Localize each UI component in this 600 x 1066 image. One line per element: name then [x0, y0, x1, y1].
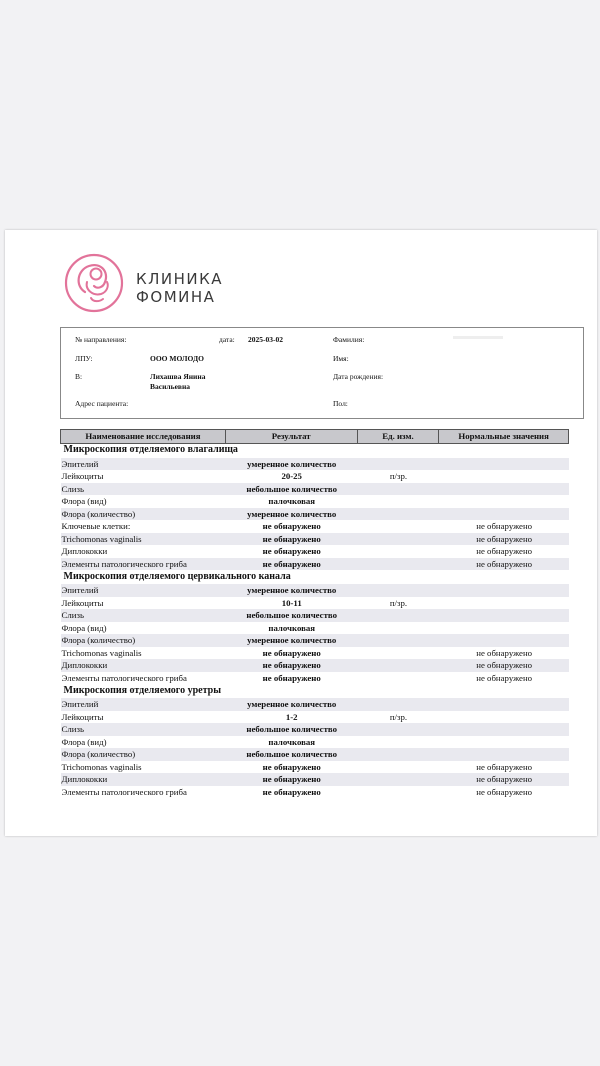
result-value: палочковая	[268, 622, 316, 633]
table-row	[61, 622, 569, 635]
test-name: Эпителий	[61, 458, 226, 471]
lpu-label: ЛПУ:	[75, 354, 93, 363]
test-name: Эпителий	[61, 584, 226, 597]
result-value: не обнаружено	[225, 533, 357, 546]
lpu-value: ООО МОЛОДО	[150, 354, 204, 363]
unit-value: п/зр.	[389, 711, 408, 722]
test-name: Флора (вид)	[61, 736, 107, 747]
result-value: умеренное количество	[225, 508, 357, 521]
result-value: 1-2	[285, 711, 298, 722]
result-value: умеренное количество	[225, 698, 357, 711]
doctor-line1: Лихашва Янина	[150, 372, 206, 381]
result-value: 20-25	[281, 471, 302, 481]
norm-value: не обнаружено	[476, 672, 533, 683]
table-row	[61, 609, 569, 622]
unit-value: п/зр.	[389, 471, 408, 481]
result-value: не обнаружено	[262, 521, 321, 531]
unit-value	[357, 545, 439, 558]
table-row	[61, 584, 569, 597]
norm-value	[439, 458, 569, 471]
table-row	[61, 520, 569, 533]
unit-value	[357, 495, 439, 508]
result-value: небольшое количество	[225, 483, 357, 496]
table-row	[61, 533, 569, 546]
table-row	[61, 786, 569, 799]
norm-value: не обнаружено	[476, 761, 533, 772]
referral-label: № направления:	[75, 335, 127, 344]
test-name: Trichomonas vaginalis	[61, 761, 142, 772]
result-value: небольшое количество	[225, 723, 357, 736]
norm-value: не обнаружено	[476, 786, 533, 797]
norm-value: не обнаружено	[476, 546, 533, 556]
table-row	[61, 634, 569, 647]
result-value: палочковая	[268, 496, 316, 506]
unit-value	[357, 558, 439, 571]
result-value: не обнаружено	[262, 546, 321, 556]
result-value: небольшое количество	[225, 609, 357, 622]
table-row	[61, 698, 569, 711]
unit-value	[357, 483, 439, 496]
norm-value	[439, 508, 569, 521]
date-value: 2025-03-02	[248, 335, 283, 344]
result-value: 10-11	[281, 597, 302, 608]
norm-value: не обнаружено	[439, 558, 569, 571]
address-label: Адрес пациента:	[75, 399, 129, 408]
test-name: Элементы патологического гриба	[61, 786, 187, 797]
test-name: Слизь	[61, 609, 226, 622]
test-name: Лейкоциты	[61, 597, 104, 608]
test-name: Эпителий	[61, 698, 226, 711]
unit-value	[357, 786, 439, 799]
test-name: Trichomonas vaginalis	[61, 533, 226, 546]
test-name: Лейкоциты	[61, 711, 104, 722]
table-row	[61, 736, 569, 749]
norm-value: не обнаружено	[476, 647, 533, 658]
result-value: умеренное количество	[225, 634, 357, 647]
result-value: палочковая	[268, 736, 316, 747]
test-name: Диплококки	[61, 659, 226, 672]
norm-value	[439, 609, 569, 622]
table-row	[61, 508, 569, 521]
test-name: Флора (вид)	[61, 622, 107, 633]
table-row	[61, 748, 569, 761]
table-row	[61, 597, 569, 610]
table-row	[61, 761, 569, 774]
header-test-name: Наименование исследования	[61, 430, 226, 444]
norm-value	[439, 711, 569, 724]
redacted-surname	[453, 336, 503, 339]
unit-value: п/зр.	[389, 597, 408, 608]
norm-value	[439, 584, 569, 597]
table-row	[61, 483, 569, 496]
document-page	[5, 230, 597, 836]
norm-value	[439, 723, 569, 736]
test-name: Флора (количество)	[61, 508, 226, 521]
result-value: не обнаружено	[225, 659, 357, 672]
fetus-logo-icon	[63, 252, 125, 314]
birth-label: Дата рождения:	[333, 372, 384, 381]
doctor-label: В:	[75, 372, 83, 381]
section-title-row	[61, 684, 569, 698]
result-value: не обнаружено	[262, 761, 321, 772]
section-title-row	[61, 443, 569, 458]
norm-value: не обнаружено	[439, 533, 569, 546]
unit-value	[357, 723, 439, 736]
test-name: Диплококки	[61, 773, 226, 786]
unit-value	[357, 520, 439, 533]
test-name: Флора (количество)	[61, 748, 226, 761]
test-name: Диплококки	[61, 546, 108, 556]
date-label: дата:	[219, 335, 235, 344]
norm-value	[439, 736, 569, 749]
header-norm: Нормальные значения	[439, 430, 569, 444]
section-title: Микроскопия отделяемого уретры	[63, 684, 222, 696]
result-value: не обнаружено	[225, 773, 357, 786]
test-name: Слизь	[61, 723, 226, 736]
results-table	[60, 429, 569, 798]
unit-value	[357, 748, 439, 761]
result-value: не обнаружено	[262, 647, 321, 658]
table-row	[61, 711, 569, 724]
test-name: Trichomonas vaginalis	[61, 647, 142, 658]
unit-value	[357, 508, 439, 521]
test-name: Элементы патологического гриба	[61, 558, 226, 571]
unit-value	[357, 659, 439, 672]
result-value: умеренное количество	[225, 458, 357, 471]
sex-label: Пол:	[333, 399, 348, 408]
result-value: не обнаружено	[262, 786, 321, 797]
unit-value	[357, 736, 439, 749]
table-row	[61, 647, 569, 660]
section-title: Микроскопия отделяемого влагалища	[63, 444, 238, 456]
table-row	[61, 495, 569, 508]
test-name: Слизь	[61, 483, 226, 496]
clinic-name-line1: КЛИНИКА	[136, 270, 224, 288]
result-value: небольшое количество	[225, 748, 357, 761]
norm-value	[439, 483, 569, 496]
header-result: Результат	[225, 430, 357, 444]
section-title-row	[61, 570, 569, 584]
table-row	[61, 723, 569, 736]
norm-value	[439, 698, 569, 711]
result-value: умеренное количество	[225, 584, 357, 597]
unit-value	[357, 533, 439, 546]
results-body	[61, 443, 569, 798]
test-name: Лейкоциты	[61, 471, 104, 481]
patient-info-box	[60, 327, 584, 419]
surname-label: Фамилия:	[333, 335, 365, 344]
norm-value	[439, 470, 569, 483]
section-title: Микроскопия отделяемого цервикального канала	[63, 570, 291, 582]
norm-value	[439, 495, 569, 508]
norm-value	[439, 634, 569, 647]
clinic-name	[136, 270, 223, 306]
test-name: Ключевые клетки:	[61, 521, 131, 531]
name-label: Имя:	[333, 354, 349, 363]
header-unit: Ед. изм.	[357, 430, 439, 444]
table-row	[61, 558, 569, 571]
table-row	[61, 470, 569, 483]
unit-value	[357, 672, 439, 685]
doctor-line2: Васильевна	[150, 382, 191, 391]
table-row	[61, 545, 569, 558]
test-name: Флора (вид)	[61, 496, 107, 506]
norm-value: не обнаружено	[439, 773, 569, 786]
unit-value	[357, 609, 439, 622]
table-row	[61, 773, 569, 786]
table-header	[61, 430, 569, 444]
table-row	[61, 672, 569, 685]
unit-value	[357, 698, 439, 711]
unit-value	[357, 458, 439, 471]
unit-value	[357, 761, 439, 774]
unit-value	[357, 634, 439, 647]
norm-value: не обнаружено	[476, 521, 533, 531]
result-value: не обнаружено	[225, 558, 357, 571]
norm-value: не обнаружено	[439, 659, 569, 672]
test-name: Флора (количество)	[61, 634, 226, 647]
table-row	[61, 659, 569, 672]
unit-value	[357, 647, 439, 660]
unit-value	[357, 584, 439, 597]
clinic-name-line2: ФОМИНА	[136, 288, 216, 306]
unit-value	[357, 622, 439, 635]
table-row	[61, 458, 569, 471]
result-value: не обнаружено	[262, 672, 321, 683]
norm-value	[439, 748, 569, 761]
norm-value	[439, 622, 569, 635]
norm-value	[439, 597, 569, 610]
test-name: Элементы патологического гриба	[61, 672, 187, 683]
unit-value	[357, 773, 439, 786]
